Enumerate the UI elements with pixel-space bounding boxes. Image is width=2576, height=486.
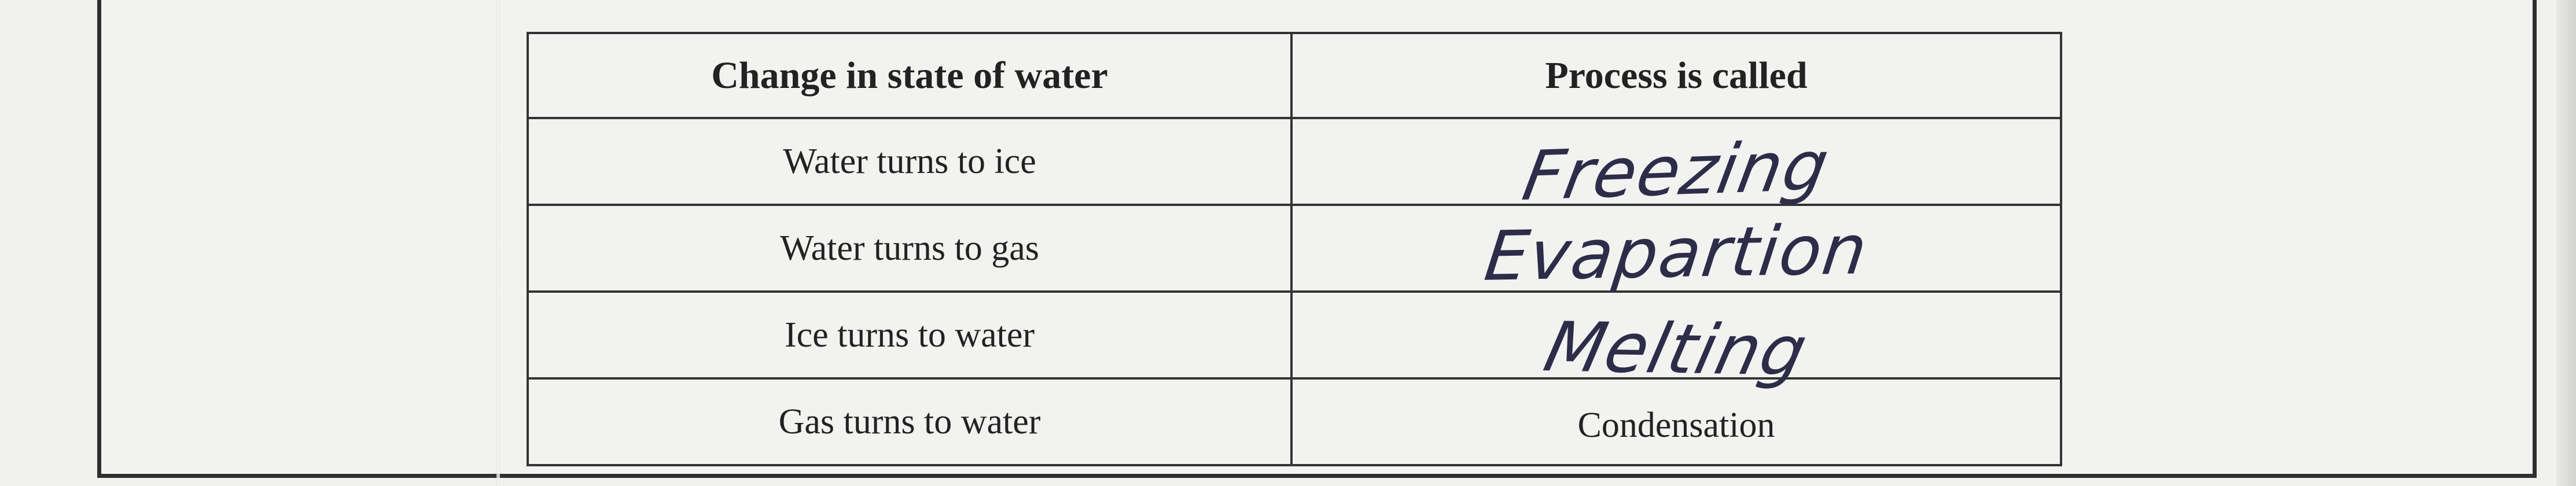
process-cell <box>1291 378 2061 465</box>
state-change-table <box>527 32 2062 466</box>
header-process-called: Process is called <box>1291 33 2061 118</box>
printed-answer: Condensation <box>1577 405 1775 445</box>
process-cell <box>1291 292 2061 391</box>
table-row <box>528 378 2061 465</box>
change-cell: Water turns to ice <box>528 118 1291 205</box>
table-row <box>528 205 2061 292</box>
handwritten-answer: Evapartion <box>1480 209 1872 296</box>
change-cell: Ice turns to water <box>528 292 1291 378</box>
change-cell: Gas turns to water <box>528 378 1291 465</box>
page-edge-shadow <box>2556 0 2576 486</box>
process-cell <box>1291 118 2061 216</box>
table-header-row <box>528 33 2061 118</box>
handwritten-answer: Freezing <box>1517 125 1836 216</box>
table-row <box>528 292 2061 378</box>
paper-crease <box>496 0 500 486</box>
header-change-in-state: Change in state of water <box>528 33 1291 118</box>
change-cell: Water turns to gas <box>528 205 1291 292</box>
process-cell <box>1291 205 2061 296</box>
table-row <box>528 118 2061 205</box>
handwritten-answer: Melting <box>1537 307 1815 391</box>
